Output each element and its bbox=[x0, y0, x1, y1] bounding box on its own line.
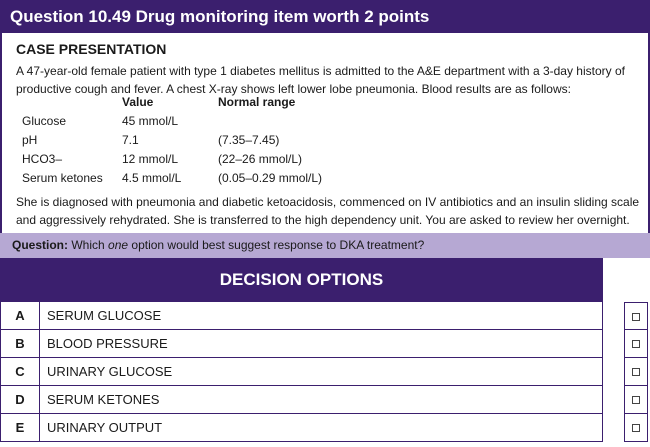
decision-options-title: DECISION OPTIONS bbox=[0, 258, 603, 302]
option-text: URINARY OUTPUT bbox=[47, 420, 163, 435]
option-row-d[interactable] bbox=[0, 386, 603, 414]
question-title: Question 10.49 Drug monitoring item worth 2 points bbox=[0, 0, 650, 33]
option-letter: C bbox=[1, 358, 40, 385]
option-letter: A bbox=[1, 302, 40, 329]
option-text: URINARY GLUCOSE bbox=[47, 364, 173, 379]
lab-range: (0.05–0.29 mmol/L) bbox=[218, 171, 323, 185]
checkbox-cell-a bbox=[624, 302, 648, 330]
question-label: Question: bbox=[12, 238, 68, 252]
case-presentation bbox=[0, 33, 650, 233]
lab-value: 7.1 bbox=[122, 133, 139, 147]
checkbox-d[interactable] bbox=[632, 396, 640, 404]
option-row-b[interactable] bbox=[0, 330, 603, 358]
lab-test: Glucose bbox=[22, 114, 67, 128]
question-text-before: Which bbox=[71, 238, 105, 252]
checkbox-e[interactable] bbox=[632, 424, 640, 432]
checkbox-cell-e bbox=[624, 414, 648, 442]
lab-range: (22–26 mmol/L) bbox=[218, 152, 303, 166]
option-letter: B bbox=[1, 330, 40, 357]
option-row-e[interactable] bbox=[0, 414, 603, 442]
question-emphasis: one bbox=[108, 238, 129, 252]
option-letter: E bbox=[1, 414, 40, 441]
question-prompt bbox=[0, 233, 650, 258]
option-row-c[interactable] bbox=[0, 358, 603, 386]
case-outro: She is diagnosed with pneumonia and diabetic ketoacidosis, commenced on IV antibiotics and an insulin sliding scale and aggressively rehydrated. She is transferred to the high dependency unit. You are asked to review her overnight. bbox=[16, 195, 640, 227]
checkbox-cell-d bbox=[624, 386, 648, 414]
lab-value: 4.5 mmol/L bbox=[122, 171, 182, 185]
decision-options-list bbox=[0, 302, 603, 442]
option-text: SERUM GLUCOSE bbox=[47, 308, 162, 323]
question-text-after: option would best suggest response to DKA treatment? bbox=[131, 238, 425, 252]
checkbox-a[interactable] bbox=[632, 313, 640, 321]
lab-header-range: Normal range bbox=[218, 95, 296, 109]
checkbox-b[interactable] bbox=[632, 340, 640, 348]
option-row-a[interactable] bbox=[0, 302, 603, 330]
case-title: CASE PRESENTATION bbox=[16, 41, 167, 57]
lab-test: pH bbox=[22, 133, 38, 147]
lab-value: 45 mmol/L bbox=[122, 114, 179, 128]
answer-checkbox-column bbox=[624, 302, 648, 442]
checkbox-cell-c bbox=[624, 358, 648, 386]
option-text: SERUM KETONES bbox=[47, 392, 160, 407]
option-letter: D bbox=[1, 386, 40, 413]
lab-range: (7.35–7.45) bbox=[218, 133, 280, 147]
option-text: BLOOD PRESSURE bbox=[47, 336, 168, 351]
case-intro: A 47-year-old female patient with type 1 diabetes mellitus is admitted to the A&E department with a 3-day history of productive cough and fever. A chest X-ray shows left lower lobe pneumonia. Blood results are as follows: bbox=[16, 64, 625, 96]
lab-test: HCO3– bbox=[22, 152, 63, 166]
checkbox-c[interactable] bbox=[632, 368, 640, 376]
checkbox-cell-b bbox=[624, 330, 648, 358]
lab-value: 12 mmol/L bbox=[122, 152, 179, 166]
lab-test: Serum ketones bbox=[22, 171, 103, 185]
lab-header-value: Value bbox=[122, 95, 154, 109]
